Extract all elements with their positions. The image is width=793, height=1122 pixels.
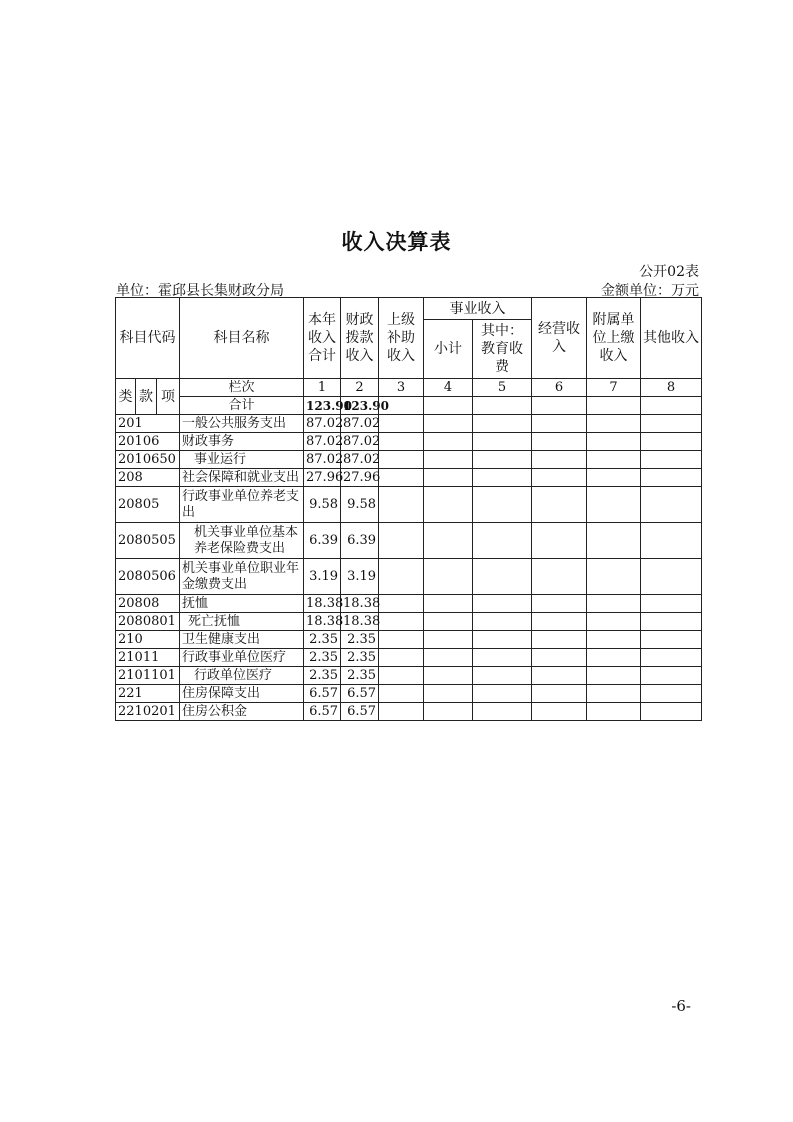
row-code: 2101101 [116,667,180,685]
table-row [116,469,702,487]
row-code: 210 [116,631,180,649]
page-number: -6- [671,997,691,1015]
row-name: 行政单位医疗 [180,667,304,685]
row-name: 卫生健康支出 [180,631,304,649]
row-code: 20808 [116,595,180,613]
header-xiang: 项 [157,379,180,415]
row-fiscal: 6.57 [341,685,379,703]
table-row [116,649,702,667]
form-number: 公开02表 [639,264,699,280]
row-name: 财政事务 [180,433,304,451]
header-kuan: 款 [136,379,157,415]
row-fiscal: 87.02 [341,451,379,469]
row-fiscal: 87.02 [341,415,379,433]
header-business-group: 事业收入 [424,298,532,320]
row-fiscal: 2.35 [341,667,379,685]
header-business-edu: 其中：教育收费 [473,320,532,379]
row-code: 201 [116,415,180,433]
table-row [116,631,702,649]
col-num: 7 [587,379,641,397]
row-code: 2080506 [116,559,180,595]
row-name: 抚恤 [180,595,304,613]
col-num: 4 [424,379,473,397]
table-row [116,703,702,721]
row-total: 18.38 [304,613,341,631]
header-operating: 经营收入 [532,298,587,379]
row-name: 社会保障和就业支出 [180,469,304,487]
row-total: 87.02 [304,433,341,451]
row-total: 3.19 [304,559,341,595]
row-name: 行政事业单位养老支出 [180,487,304,523]
row-fiscal: 87.02 [341,433,379,451]
row-code: 21011 [116,649,180,667]
row-fiscal: 18.38 [341,595,379,613]
row-total: 6.57 [304,685,341,703]
header-affiliated: 附属单位上缴收入 [587,298,641,379]
row-total: 87.02 [304,451,341,469]
income-statement-table [115,297,702,721]
row-code: 221 [116,685,180,703]
table-row [116,523,702,559]
row-total: 6.39 [304,523,341,559]
row-name: 住房保障支出 [180,685,304,703]
table-row [116,667,702,685]
row-name: 死亡抚恤 [180,613,304,631]
table-row [116,433,702,451]
header-superior: 上级补助收入 [379,298,424,379]
col-num: 5 [473,379,532,397]
row-fiscal: 2.35 [341,649,379,667]
row-name: 机关事业单位基本养老保险费支出 [180,523,304,559]
amount-unit: 金额单位：万元 [601,283,699,299]
row-total: 87.02 [304,415,341,433]
row-name: 住房公积金 [180,703,304,721]
row-code: 2080801 [116,613,180,631]
row-code: 2010650 [116,451,180,469]
header-lei: 类 [116,379,136,415]
row-fiscal: 3.19 [341,559,379,595]
header-name: 科目名称 [180,298,304,379]
table-row [116,613,702,631]
table-row [116,451,702,469]
row-total: 18.38 [304,595,341,613]
col-num: 2 [341,379,379,397]
row-fiscal: 27.96 [341,469,379,487]
total-row-fiscal: 123.90 [341,397,379,415]
header-other: 其他收入 [641,298,702,379]
col-num: 1 [304,379,341,397]
row-name: 一般公共服务支出 [180,415,304,433]
row-name: 行政事业单位医疗 [180,649,304,667]
reporting-unit: 单位：霍邱县长集财政分局 [116,283,284,299]
row-code: 20805 [116,487,180,523]
row-code: 2080505 [116,523,180,559]
row-code: 208 [116,469,180,487]
row-total: 6.57 [304,703,341,721]
row-fiscal: 2.35 [341,631,379,649]
header-fiscal: 财政拨款收入 [341,298,379,379]
table-row [116,685,702,703]
row-fiscal: 9.58 [341,487,379,523]
col-num: 3 [379,379,424,397]
table-row [116,559,702,595]
row-code: 20106 [116,433,180,451]
header-code: 科目代码 [116,298,180,379]
table-row [116,415,702,433]
table-row [116,487,702,523]
table-row [116,595,702,613]
row-name: 事业运行 [180,451,304,469]
header-total: 本年收入合计 [304,298,341,379]
row-code: 2210201 [116,703,180,721]
row-total: 27.96 [304,469,341,487]
row-fiscal: 6.39 [341,523,379,559]
row-total: 9.58 [304,487,341,523]
header-column-label: 栏次 [180,379,304,397]
total-row-label: 合计 [180,397,304,415]
page-title: 收入决算表 [341,230,452,254]
row-total: 2.35 [304,667,341,685]
total-row-total: 123.90 [304,397,341,415]
col-num: 8 [641,379,702,397]
row-name: 机关事业单位职业年金缴费支出 [180,559,304,595]
row-total: 2.35 [304,631,341,649]
row-fiscal: 18.38 [341,613,379,631]
row-total: 2.35 [304,649,341,667]
col-num: 6 [532,379,587,397]
row-fiscal: 6.57 [341,703,379,721]
header-business-subtotal: 小计 [424,320,473,379]
